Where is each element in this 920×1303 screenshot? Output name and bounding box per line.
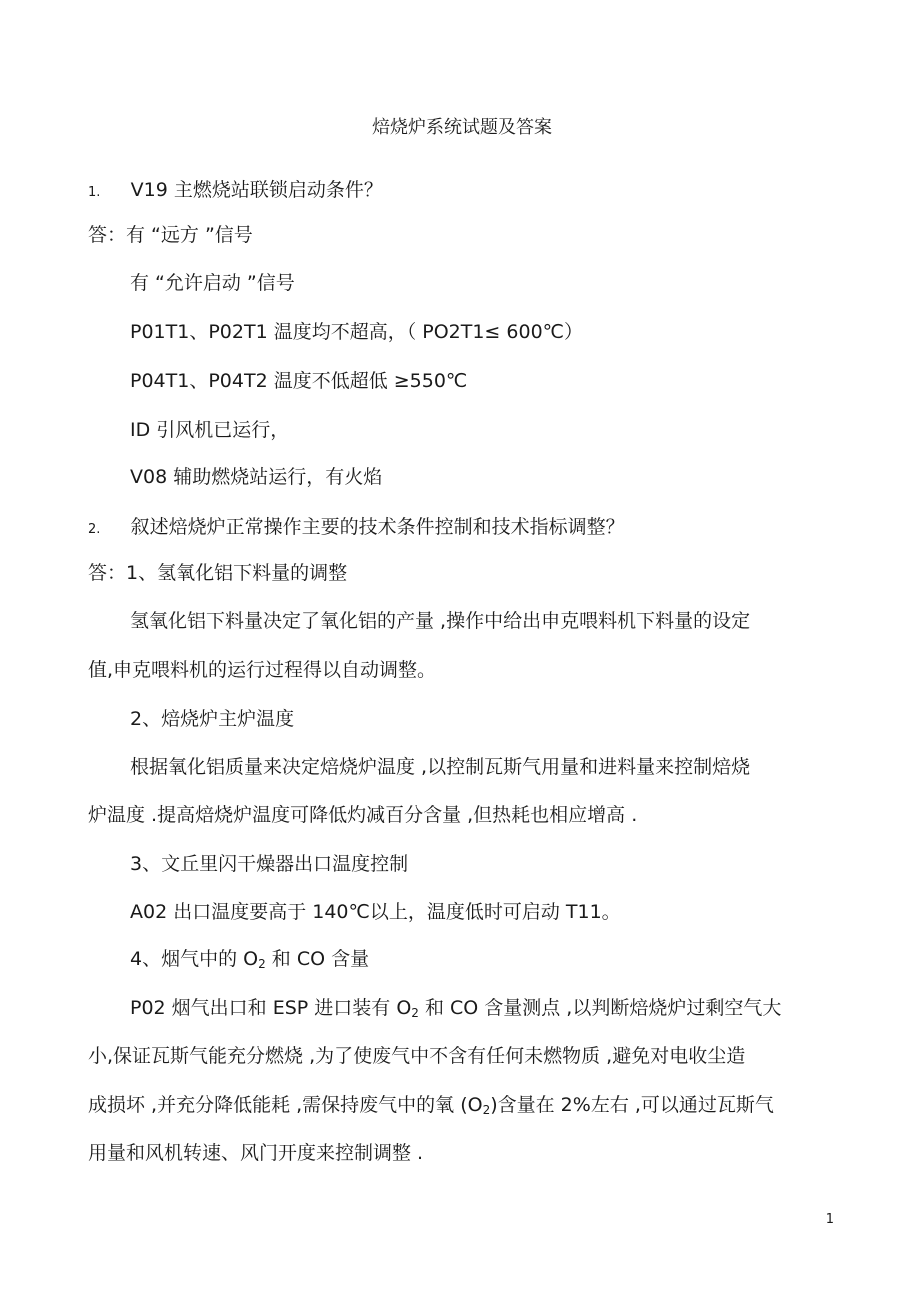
- question-2-number: 2.: [88, 522, 101, 537]
- answer-2-line-1: [88, 561, 347, 585]
- question-1-number: 1.: [88, 185, 101, 200]
- question-1: [88, 178, 383, 205]
- section-4-paragraph-line-4: 用量和风机转速、风门开度来控制调整 .: [88, 1142, 424, 1164]
- answer-1-item-5: ID 引风机已运行，: [130, 419, 290, 441]
- answer-1-item-2: 有 “允许启动 ”信号: [130, 272, 295, 294]
- section-3-paragraph: A02 出口温度要高于 140℃以上，温度低时可启动 T11。: [130, 901, 621, 923]
- section-3-heading: 3、文丘里闪干燥器出口温度控制: [130, 853, 409, 875]
- section-4-heading: 4、烟气中的 $O_2$ 和 CO 含量: [130, 948, 370, 971]
- page-number: 1: [825, 1212, 834, 1227]
- answer-2-prefix: 答：: [88, 562, 127, 584]
- question-2: [88, 515, 625, 542]
- answer-1-item-3: P01T1、P02T1 温度均不超高，（ PO2T1≤ 600℃）: [130, 321, 583, 343]
- question-2-text: 叙述焙烧炉正常操作主要的技术条件控制和技术指标调整？: [130, 516, 625, 538]
- answer-1-item-6: V08 辅助燃烧站运行，有火焰: [130, 466, 383, 488]
- section-2-paragraph-line-1: 根据氧化铝质量来决定焙烧炉温度 ,以控制瓦斯气用量和进料量来控制焙烧: [130, 756, 751, 778]
- answer-1-prefix: 答：: [88, 224, 127, 246]
- section-1-paragraph-line-1: 氢氧化铝下料量决定了氧化铝的产量 ,操作中给出申克喂料机下料量的设定: [130, 610, 751, 632]
- section-2-paragraph-line-2: 炉温度 .提高焙烧炉温度可降低灼减百分含量 ,但热耗也相应增高 .: [88, 804, 638, 826]
- section-1-paragraph-line-2: 值,申克喂料机的运行过程得以自动调整。: [88, 659, 437, 681]
- section-4-paragraph-line-1: P02 烟气出口和 ESP 进口装有 $O_2$ 和 CO 含量测点 ,以判断焙烧炉过剩空气大: [130, 997, 782, 1020]
- section-4-paragraph-line-2: 小,保证瓦斯气能充分燃烧 ,为了使废气中不含有任何未燃物质 ,避免对电收尘造: [88, 1045, 746, 1067]
- section-1-heading: 1、氢氧化铝下料量的调整: [126, 562, 348, 584]
- answer-1-line-1: [88, 223, 253, 247]
- question-1-text: V19 主燃烧站联锁启动条件？: [130, 179, 383, 201]
- answer-1-item-1: 有 “远方 ”信号: [126, 224, 253, 246]
- section-4-paragraph-line-3: 成损坏 ,并充分降低能耗 ,需保持废气中的氧 $(O_2)$含量在 2%左右 ,可以通过瓦斯气: [88, 1094, 774, 1117]
- section-2-heading: 2、焙烧炉主炉温度: [130, 708, 295, 730]
- page-title: 焙烧炉系统试题及答案: [372, 117, 552, 138]
- answer-1-item-4: P04T1、P04T2 温度不低超低 ≥550℃: [130, 370, 468, 392]
